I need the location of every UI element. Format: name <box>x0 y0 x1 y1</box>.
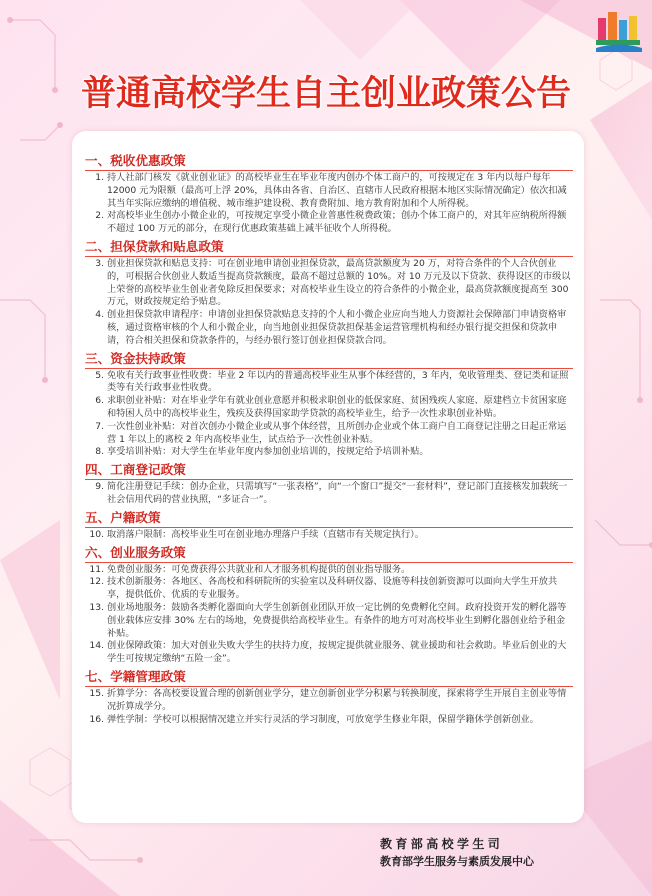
item-number: 16. <box>89 713 104 725</box>
list-item <box>85 309 573 347</box>
list-item <box>85 370 573 396</box>
item-text: 创业保障政策：加大对创业失败大学生的扶持力度，按规定提供就业服务、就业援助和社会救助。毕业后创业的大学生可按规定缴纳“五险一金”。 <box>107 640 567 665</box>
item-number: 12. <box>89 576 104 588</box>
list-item <box>85 602 573 640</box>
logo-icon <box>594 8 644 54</box>
list-item <box>85 576 573 602</box>
item-text: 取消落户限制：高校毕业生可在创业地办理落户手续（直辖市有关规定执行）。 <box>107 528 424 540</box>
list-item <box>85 258 573 309</box>
item-number: 7. <box>95 420 104 432</box>
item-number: 8. <box>95 446 104 458</box>
item-text: 创业场地服务：鼓励各类孵化器面向大学生创新创业团队开放一定比例的免费孵化空间。政府投资开发的孵化器等创业载体应安排 30% 左右的场地，免费提供给高校毕业生。有条件的地方可对高校毕业生到孵化器创业给予租金补贴。 <box>107 601 567 639</box>
item-number: 1. <box>95 172 104 183</box>
section-heading: 五、户籍政策 <box>85 510 573 528</box>
section-funding <box>85 351 573 460</box>
section-tax <box>85 153 573 236</box>
item-text: 简化注册登记手续：创办企业，只需填写“一张表格”，向“一个窗口”提交“一套材料”，登记部门直接核发加载统一社会信用代码的营业执照，“多证合一”。 <box>107 481 568 505</box>
item-text: 享受培训补贴：对大学生在毕业年度内参加创业培训的，按规定给予培训补贴。 <box>107 446 429 458</box>
item-text: 创业担保贷款和贴息支持：可在创业地申请创业担保贷款，最高贷款额度为 20 万，对符合条件的个人合伙创业的，可根据合伙创业人数适当提高贷款额度，最高不超过总额的 10%。对 10 万元及以下贷款、获得设区的市级以上荣誉的高校毕业生创业者免除反担保要求；对高校毕业生设立的符合条件的小微企业，最高贷款额度提高至 300 万元，财政按规定给予贴息。 <box>107 257 571 308</box>
list-item <box>85 395 573 421</box>
item-text: 创业担保贷款申请程序：申请创业担保贷款贴息支持的个人和小微企业应向当地人力资源社会保障部门申请资格审核，通过资格审核的个人和小微企业，向当地创业担保贷款担保基金运营管理机构和经办银行提交担保和贷款申请，符合相关担保和贷款条件的，与经办银行签订创业担保贷款合同。 <box>107 309 567 346</box>
list-item <box>85 640 573 666</box>
list-item <box>85 688 573 714</box>
page-title: 普通高校学生自主创业政策公告 <box>80 74 571 114</box>
list-item <box>85 172 573 210</box>
item-text: 求职创业补贴：对在毕业学年有就业创业意愿并积极求职创业的低保家庭、贫困残疾人家庭、原建档立卡贫困家庭和特困人员中的高校毕业生，残疾及获得国家助学贷款的高校毕业生，给予一次性求职创业补贴。 <box>107 395 567 419</box>
section-heading: 七、学籍管理政策 <box>85 669 573 687</box>
item-text: 免费创业服务：可免费获得公共就业和人才服务机构提供的创业指导服务。 <box>107 563 411 575</box>
item-number: 6. <box>95 395 104 407</box>
item-number: 2. <box>95 210 104 222</box>
section-service <box>85 545 573 666</box>
list-item <box>85 529 573 542</box>
issuer-line-1: 教育部高校学生司 <box>380 837 504 851</box>
section-student-status <box>85 669 573 726</box>
item-text: 持人社部门核发《就业创业证》的高校毕业生在毕业年度内创办个体工商户的，可按规定在 3 年内以每户每年 12000 元为限额（最高可上浮 20%，具体由各省、自治区、直辖市人民政府根据本地区实际情况确定）依次扣减其当年实际应缴纳的增值税、城市维护建设税、教育费附加、地方教育附加和个人所得税。 <box>107 172 567 209</box>
list-item <box>85 564 573 577</box>
list-item <box>85 421 573 447</box>
item-number: 14. <box>89 640 104 652</box>
item-number: 5. <box>95 369 104 381</box>
policy-content <box>85 150 573 726</box>
item-number: 3. <box>95 257 104 269</box>
section-heading: 二、担保贷款和贴息政策 <box>85 239 573 257</box>
item-number: 15. <box>89 687 104 699</box>
item-number: 4. <box>95 309 104 321</box>
section-heading: 六、创业服务政策 <box>85 545 573 563</box>
section-registration <box>85 462 573 507</box>
issuer-line-2: 教育部学生服务与素质发展中心 <box>380 855 534 868</box>
item-number: 13. <box>89 601 104 613</box>
list-item <box>85 446 573 459</box>
item-text: 对高校毕业生创办小微企业的，可按规定享受小微企业普惠性税费政策；创办个体工商户的，对其年应纳税所得额不超过 100 万元的部分，在现行优惠政策基础上减半征收个人所得税。 <box>107 210 567 235</box>
section-household <box>85 510 573 542</box>
item-text: 折算学分：各高校要设置合理的创新创业学分，建立创新创业学分积累与转换制度，探索将学生开展自主创业等情况折算成学分。 <box>107 687 567 712</box>
list-item <box>85 714 573 727</box>
list-item <box>85 210 573 236</box>
item-number: 10. <box>89 528 104 540</box>
item-text: 弹性学制：学校可以根据情况建立并实行灵活的学习制度，可放宽学生修业年限，保留学籍休学创新创业。 <box>107 713 539 725</box>
section-loan <box>85 239 573 348</box>
item-text: 一次性创业补贴：对首次创办小微企业或从事个体经营，且所创办企业或个体工商户自工商登记注册之日起正常运营 1 年以上的离校 2 年内高校毕业生，试点给予一次性创业补贴。 <box>107 420 567 445</box>
item-number: 9. <box>95 481 104 493</box>
item-text: 技术创新服务：各地区、各高校和科研院所的实验室以及科研仪器、设施等科技创新资源可以面向大学生开放共享，提供低价、优质的专业服务。 <box>107 576 558 601</box>
item-number: 11. <box>89 563 104 575</box>
list-item <box>85 481 573 507</box>
item-text: 免收有关行政事业性收费：毕业 2 年以内的普通高校毕业生从事个体经营的，3 年内，免收管理类、登记类和证照类等有关行政事业性收费。 <box>107 369 569 394</box>
section-heading: 四、工商登记政策 <box>85 462 573 480</box>
section-heading: 一、税收优惠政策 <box>85 153 573 171</box>
section-heading: 三、资金扶持政策 <box>85 351 573 369</box>
